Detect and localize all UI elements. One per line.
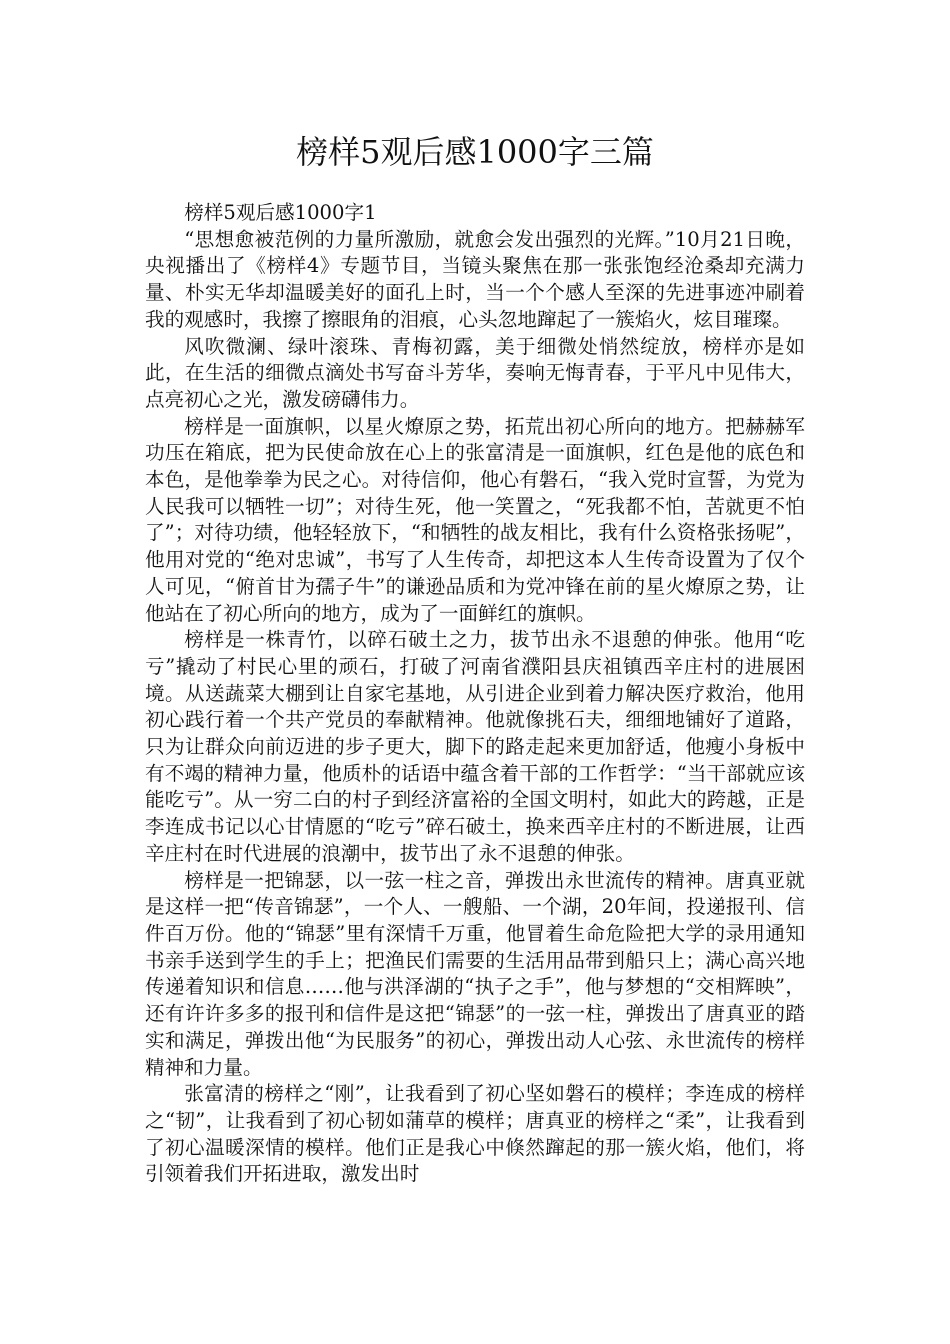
- paragraph-6: 张富清的榜样之“刚”，让我看到了初心坚如磐石的模样；李连成的榜样之“韧”，让我看到了初心韧如蒲草的模样；唐真亚的榜样之“柔”，让我看到了初心温暖深情的模样。他们正是我心中倏然蹿起的那一簇火焰，他们，将引领着我们开拓进取，激发出时: [145, 1082, 805, 1186]
- paragraph-4: 榜样是一株青竹，以碎石破土之力，拔节出永不退憩的伸张。他用“吃亏”撬动了村民心里的顽石，打破了河南省濮阳县庆祖镇西辛庄村的进展困境。从送蔬菜大棚到让自家宅基地，从引进企业到着力解决医疗救治，他用初心践行着一个共产党员的奉献精神。他就像挑石夫，细细地铺好了道路，只为让群众向前迈进的步子更大，脚下的路走起来更加舒适，他瘦小身板中有不竭的精神力量，他质朴的话语中蕴含着干部的工作哲学：“当干部就应该能吃亏”。从一穷二白的村子到经济富裕的全国文明村，如此大的跨越，正是李连成书记以心甘情愿的“吃亏”碎石破土，换来西辛庄村的不断进展，让西辛庄村在时代进展的浪潮中，拔节出了永不退憩的伸张。: [145, 628, 805, 865]
- paragraph-2: 风吹微澜、绿叶滚珠、青梅初露，美于细微处悄然绽放，榜样亦是如此，在生活的细微点滴处书写奋斗芳华，奏响无悔青春，于平凡中见伟大，点亮初心之光，激发磅礴伟力。: [145, 334, 805, 411]
- section-heading: 榜样5观后感1000字1: [184, 201, 377, 224]
- document-body: [145, 200, 805, 1188]
- paragraph-3: 榜样是一面旗帜，以星火燎原之势，拓荒出初心所向的地方。把赫赫军功压在箱底，把为民使命放在心上的张富清是一面旗帜，红色是他的底色和本色，是他拳拳为民之心。对待信仰，他心有磐石，“我入党时宣誓，为党为人民我可以牺牲一切”；对待生死，他一笑置之，“死我都不怕，苦就更不怕了”；对待功绩，他轻轻放下，“和牺牲的战友相比，我有什么资格张扬呢”，他用对党的“绝对忠诚”，书写了人生传奇，却把这本人生传奇设置为了仅个人可见，“俯首甘为孺子牛”的谦逊品质和为党冲锋在前的星火燎原之势，让他站在了初心所向的地方，成为了一面鲜红的旗帜。: [145, 414, 805, 625]
- document-title: 榜样5观后感1000字三篇: [296, 133, 654, 171]
- paragraph-5: 榜样是一把锦瑟，以一弦一柱之音，弹拨出永世流传的精神。唐真亚就是这样一把“传音锦瑟”，一个人、一艘船、一个湖，20年间，投递报刊、信件百万份。他的“锦瑟”里有深情千万重，他冒着生命危险把大学的录用通知书亲手送到学生的手上；把渔民们需要的生活用品带到船只上；满心高兴地传递着知识和信息……他与洪泽湖的“执子之手”，他与梦想的“交相辉映”，还有许许多多的报刊和信件是这把“锦瑟”的一弦一柱，弹拨出了唐真亚的踏实和满足，弹拨出他“为民服务”的初心，弹拨出动人心弦、永世流传的榜样精神和力量。: [145, 868, 805, 1079]
- paragraph-1: “思想愈被范例的力量所激励，就愈会发出强烈的光辉。”10月21日晚，央视播出了《榜样4》专题节目，当镜头聚焦在那一张张饱经沧桑却充满力量、朴实无华却温暖美好的面孔上时，当一个个感人至深的先进事迹冲刷着我的观感时，我擦了擦眼角的泪痕，心头忽地蹿起了一簇焰火，炫目璀璨。: [145, 227, 805, 331]
